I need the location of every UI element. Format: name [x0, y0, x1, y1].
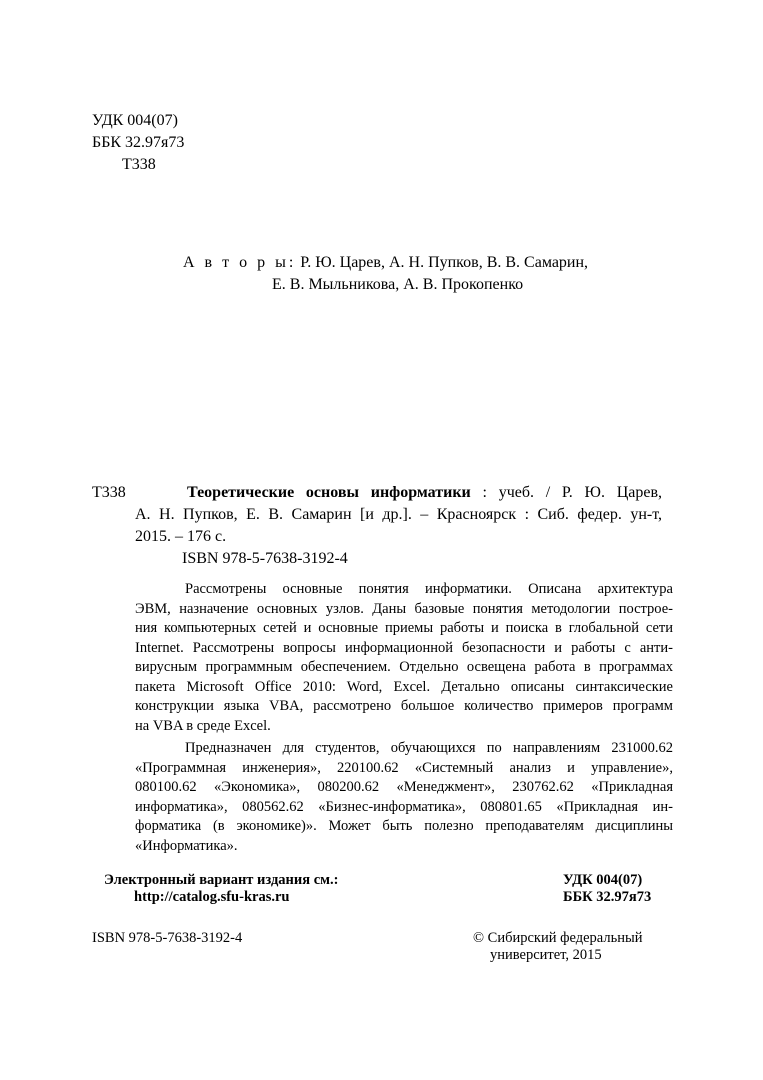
- bibliographic-code: Т338: [92, 484, 126, 501]
- catalog-link[interactable]: http://catalog.sfu-kras.ru: [134, 889, 290, 905]
- abstract-line: Internet. Рассмотрены вопросы информационной безопасности и работы с анти-: [135, 639, 673, 656]
- copyright-line-2: университет, 2015: [490, 947, 602, 963]
- audience-line: «Программная инженерия», 220100.62 «Системный анализ и управление»,: [135, 759, 673, 776]
- bibliographic-line-1-rest: : учеб. / Р. Ю. Царев,: [470, 484, 662, 501]
- bibliographic-line-3: 2015. – 176 с.: [135, 528, 227, 545]
- bibliographic-record: [135, 482, 662, 570]
- abstract-line: пакета Microsoft Office 2010: Word, Excel. Детально описаны синтаксические: [135, 678, 673, 695]
- audience-line: информатика», 080562.62 «Бизнес-информатика», 080801.65 «Прикладная ин-: [135, 798, 673, 815]
- udk-code: УДК 004(07): [92, 112, 178, 129]
- electronic-version-label: Электронный вариант издания см.:: [104, 872, 339, 888]
- abstract-line: на VBA в среде Excel.: [135, 717, 271, 734]
- book-title: Теоретические основы информатики: [187, 484, 471, 501]
- abstract: [135, 580, 673, 856]
- bibliographic-isbn: ISBN 978-5-7638-3192-4: [182, 550, 348, 567]
- copyright-line-1: © Сибирский федеральный: [473, 930, 643, 946]
- audience-line: «Информатика».: [135, 837, 238, 854]
- authors-names-2: Е. В. Мыльникова, А. В. Прокопенко: [272, 276, 524, 293]
- bibliographic-line-2: А. Н. Пупков, Е. В. Самарин [и др.]. – Красноярск : Сиб. федер. ун-т,: [135, 506, 662, 523]
- authors-names-1: Р. Ю. Царев, А. Н. Пупков, В. В. Самарин,: [300, 254, 589, 271]
- audience-line: форматика (в экономике)». Может быть полезно преподавателям дисциплины: [135, 818, 673, 834]
- authors-label: А в т о р ы:: [183, 254, 297, 271]
- authors-line-1: [183, 254, 588, 272]
- author-mark: Т338: [122, 156, 156, 173]
- abstract-line: конструкции языка VBA, рассмотрено большое количество примеров программ: [135, 698, 673, 714]
- abstract-line: Рассмотрены основные понятия информатики. Описана архитектура: [185, 581, 673, 597]
- classification-block: [92, 110, 184, 176]
- abstract-line: ния компьютерных сетей и основные приемы работы и поиска в глобальной сети: [135, 620, 673, 636]
- footer-bbk: ББК 32.97я73: [563, 889, 652, 905]
- footer-udk: УДК 004(07): [563, 872, 643, 888]
- bbk-code: ББК 32.97я73: [92, 134, 185, 151]
- abstract-line: вирусным программным обеспечением. Отдельно освещена работа в программах: [135, 659, 673, 675]
- footer-isbn: ISBN 978-5-7638-3192-4: [92, 930, 243, 946]
- bibliographic-line-1: [135, 482, 662, 504]
- audience-line: Предназначен для студентов, обучающихся по направлениям 231000.62: [185, 740, 673, 756]
- audience-line: 080100.62 «Экономика», 080200.62 «Менеджмент», 230762.62 «Прикладная: [135, 779, 673, 795]
- abstract-line: ЭВМ, назначение основных узлов. Даны базовые понятия методологии построе-: [135, 600, 673, 617]
